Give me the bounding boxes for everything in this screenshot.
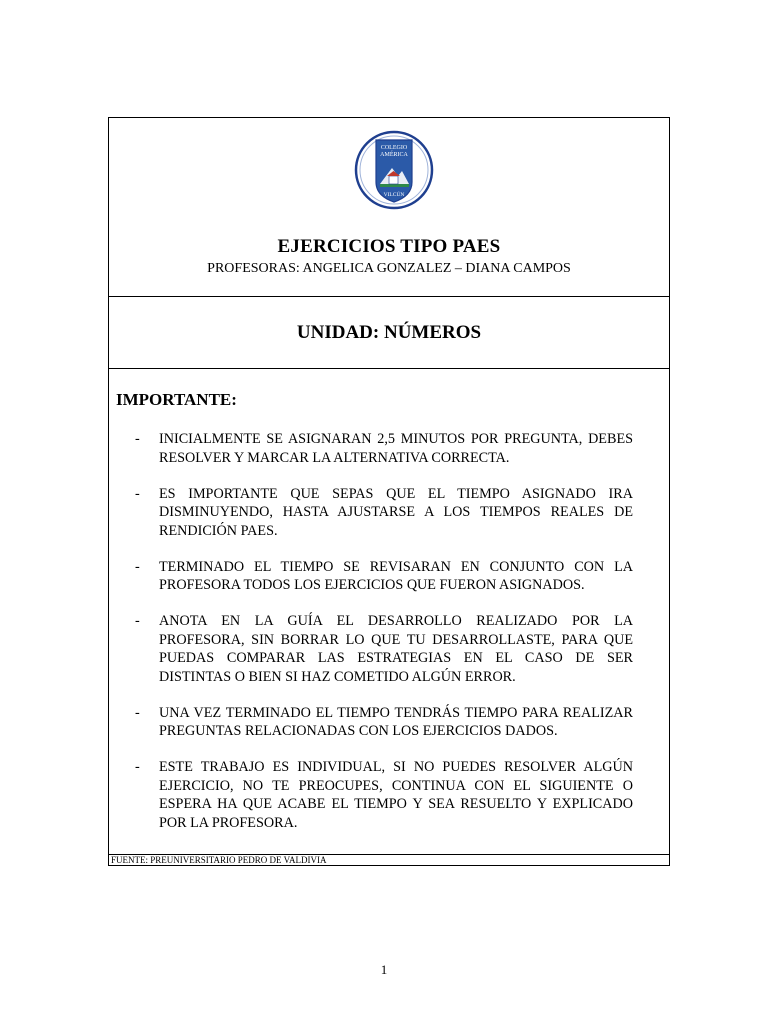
instruction-text: ESTE TRABAJO ES INDIVIDUAL, SI NO PUEDES RESOLVER ALGÚN EJERCICIO, NO TE PREOCUPES, CONTINUA CON EL SIGUIENTE O ESPERA HA QUE ACABE EL TIEMPO Y SEA RESUELTO Y EXPLICADO POR LA PROFESORA. — [159, 759, 633, 831]
instruction-text: TERMINADO EL TIEMPO SE REVISARAN EN CONJUNTO CON LA PROFESORA TODOS LOS EJERCICIOS QUE FUERON ASIGNADOS. — [159, 558, 633, 593]
list-item — [133, 612, 633, 686]
crest-line-3: VILCÚN — [383, 192, 405, 198]
instruction-text: INICIALMENTE SE ASIGNARAN 2,5 MINUTOS POR PREGUNTA, DEBES RESOLVER Y MARCAR LA ALTERNATIVA CORRECTA. — [159, 431, 633, 466]
bullet-dash: - — [135, 485, 140, 502]
list-item — [133, 430, 633, 467]
crest-line-1: COLEGIO — [380, 145, 408, 151]
teachers-line: PROFESORAS: ANGELICA GONZALEZ – DIANA CAMPOS — [207, 261, 571, 276]
instructions-list — [133, 430, 633, 850]
source-note: FUENTE: PREUNIVERSITARIO PEDRO DE VALDIVIA — [111, 855, 327, 865]
unit-title: UNIDAD: NÚMEROS — [296, 322, 482, 343]
instruction-text: UNA VEZ TERMINADO EL TIEMPO TENDRÁS TIEMPO PARA REALIZAR PREGUNTAS RELACIONADAS CON LOS EJERCICIOS DADOS. — [159, 704, 633, 739]
instruction-text: ANOTA EN LA GUÍA EL DESARROLLO REALIZADO POR LA PROFESORA, SIN BORRAR LO QUE TU DESARROLLASTE, PARA QUE PUEDAS COMPARAR LAS ESTRATEGIAS EN EL CASO DE SER DISTINTAS O BIEN SI HAZ COMETIDO ALGÚN ERROR. — [159, 613, 633, 685]
document-title: EJERCICIOS TIPO PAES — [277, 236, 501, 257]
list-item — [133, 558, 633, 595]
unit-section — [109, 297, 669, 369]
important-heading: IMPORTANTE: — [116, 390, 237, 409]
bullet-dash: - — [135, 704, 140, 721]
list-item — [133, 485, 633, 541]
bullet-dash: - — [135, 613, 140, 629]
list-item — [133, 704, 633, 741]
document-frame — [108, 117, 670, 866]
instruction-text: ES IMPORTANTE QUE SEPAS QUE EL TIEMPO ASIGNADO IRA DISMINUYENDO, HASTA AJUSTARSE A LOS TIEMPOS REALES DE RENDICIÓN PAES. — [159, 485, 633, 539]
bullet-dash: - — [135, 558, 140, 575]
list-item — [133, 758, 633, 832]
school-crest-icon — [354, 130, 434, 210]
header-section — [109, 118, 669, 297]
bullet-dash: - — [135, 431, 140, 447]
bullet-dash: - — [135, 759, 140, 775]
page-number: 1 — [380, 962, 388, 977]
crest-line-2: AMÉRICA — [380, 152, 408, 158]
